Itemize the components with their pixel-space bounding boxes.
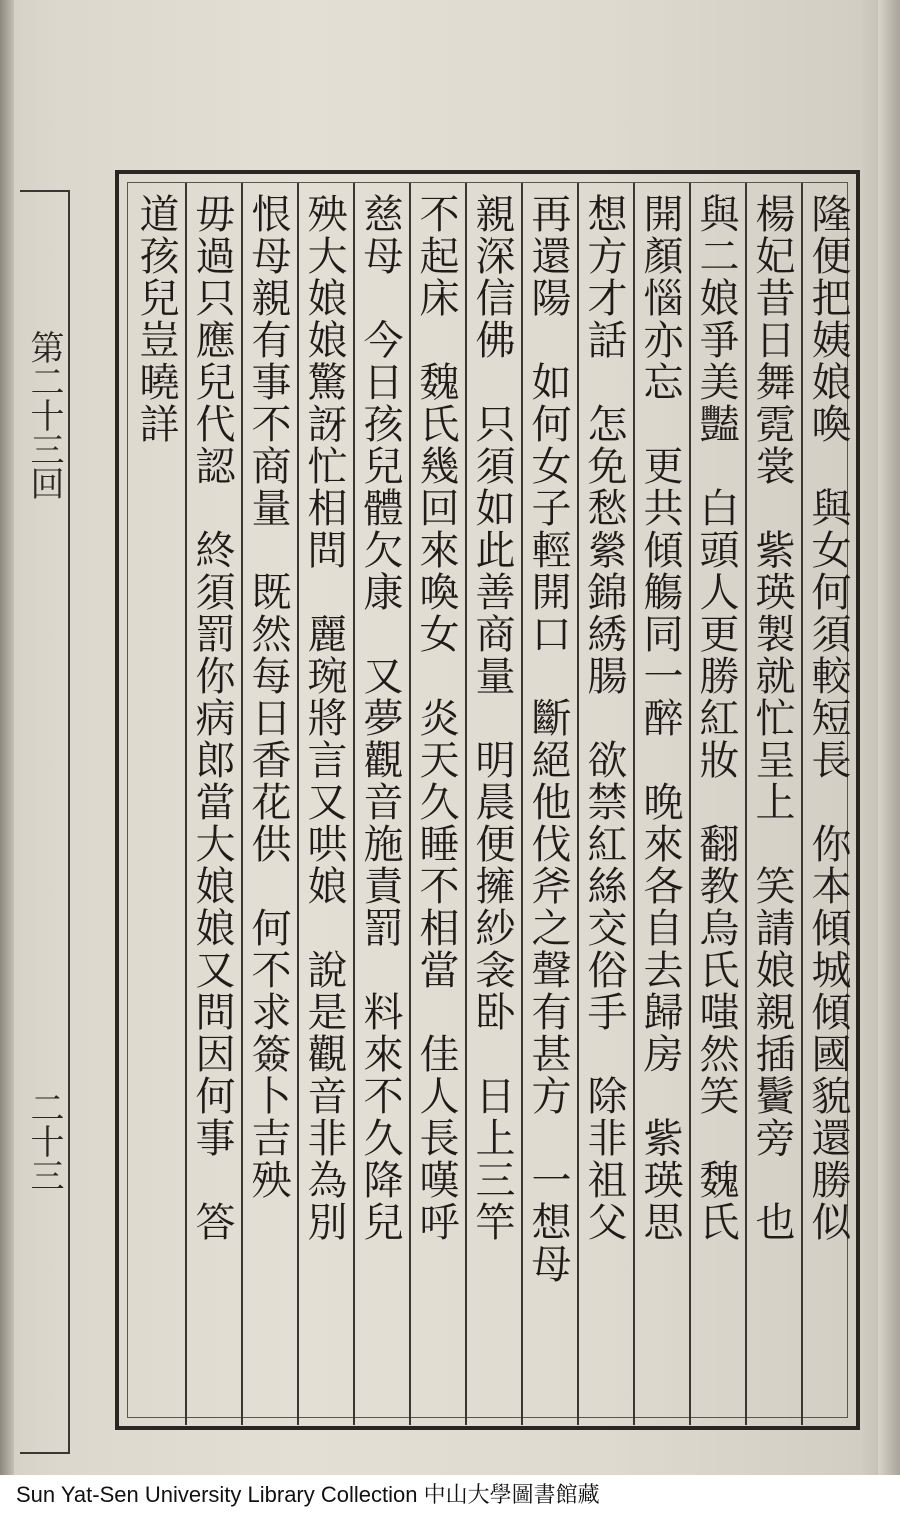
text-column: 毋過只應兒代認 終須罰你病郎當大娘娘又問因何事 答	[189, 193, 235, 1243]
text-column: 與二娘爭美豔 白頭人更勝紅妝 翻教烏氏嗤然笑 魏氏	[693, 193, 739, 1243]
text-column: 開顏惱亦忘 更共傾觴同一醉 晚來各自去歸房 紫瑛思	[637, 193, 683, 1243]
page-number: 二十三	[24, 1090, 64, 1192]
text-column: 親深信佛 只須如此善商量 明晨便擁紗衾卧 日上三竿	[469, 193, 515, 1243]
text-column: 道孩兒豈曉詳	[133, 193, 179, 445]
column-rule	[353, 183, 355, 1425]
column-rule	[241, 183, 243, 1425]
text-column: 恨母親有事不商量 既然每日香花供 何不求簽卜吉殃	[245, 193, 291, 1201]
column-rule	[465, 183, 467, 1425]
book-spine	[0, 0, 14, 1475]
text-column: 隆便把姨娘喚 與女何須較短長 你本傾城傾國貌還勝似	[805, 193, 851, 1243]
text-column: 殃大娘娘驚訝忙相問 麗琬將言又哄娘 說是觀音非為別	[301, 193, 347, 1243]
column-rule	[689, 183, 691, 1425]
page-edge	[878, 0, 900, 1475]
text-frame-inner	[127, 182, 851, 1418]
text-frame	[115, 170, 860, 1430]
column-rule	[185, 183, 187, 1425]
chapter-heading: 第二十三回	[24, 330, 64, 500]
column-rule	[633, 183, 635, 1425]
collection-caption: Sun Yat-Sen University Library Collection 中山大學圖書館藏	[16, 1482, 600, 1507]
text-column: 慈母 今日孩兒體欠康 又夢觀音施責罰 料來不久降兒	[357, 193, 403, 1243]
column-rule	[577, 183, 579, 1425]
text-column: 再還陽 如何女子輕開口 斷絕他伐斧之聲有甚方 一想母	[525, 193, 571, 1285]
column-rule	[409, 183, 411, 1425]
column-rule	[745, 183, 747, 1425]
text-column: 楊妃昔日舞霓裳 紫瑛製就忙呈上 笑請娘親插鬢旁 也	[749, 193, 795, 1243]
column-rule	[801, 183, 803, 1425]
column-rule	[521, 183, 523, 1425]
column-rule	[297, 183, 299, 1425]
text-column: 不起床 魏氏幾回來喚女 炎天久睡不相當 佳人長嘆呼	[413, 193, 459, 1243]
text-column: 想方才話 怎免愁縈錦綉腸 欲禁紅絲交俗手 除非祖父	[581, 193, 627, 1243]
